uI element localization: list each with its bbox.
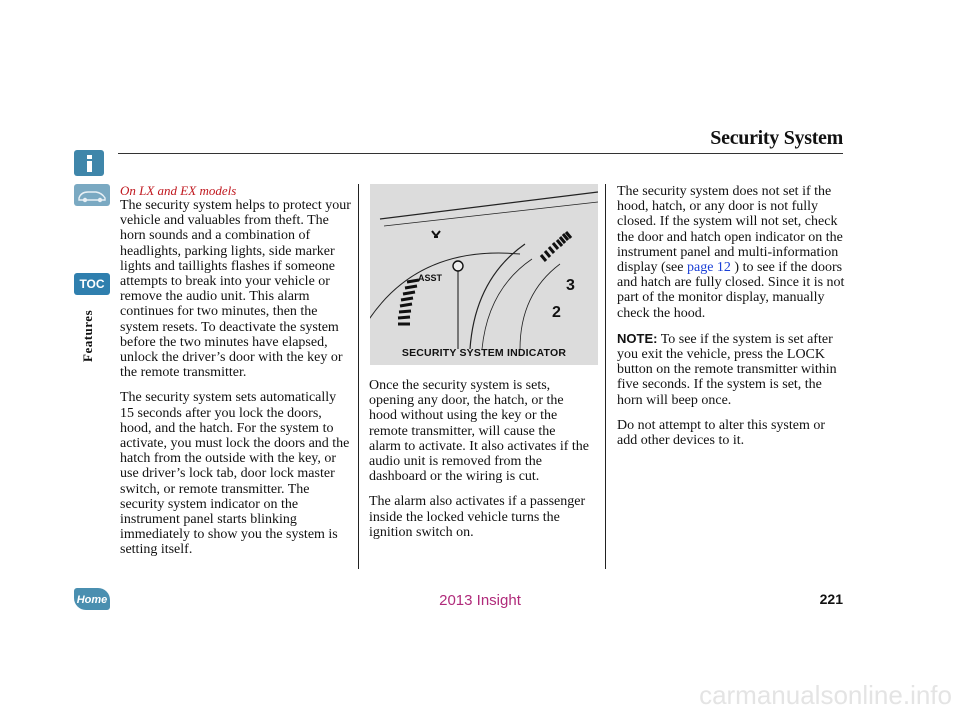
speedometer-scale bbox=[398, 280, 419, 324]
paragraph-not-set: The security system does not set if the hood, hatch, or any door is not fully closed. If the system will not set, check the door and hatch open indicator on the instrument panel and multi-information display (see page 12 ) to see if the doors and hatch are fully closed. Since it is not part of the monitor display, manually check the hood. bbox=[617, 184, 845, 321]
model-applicability-tag: On LX and EX models bbox=[120, 183, 237, 198]
asst-indicator-label: ASST bbox=[418, 273, 443, 283]
column-middle bbox=[369, 378, 589, 550]
page-title: Security System bbox=[710, 127, 843, 149]
vsa-warning-icon bbox=[432, 231, 440, 237]
paragraph-warning: Do not attempt to alter this system or add other devices to it. bbox=[617, 417, 826, 449]
tachometer-scale bbox=[541, 232, 571, 261]
paragraph-ignition: The alarm also activates if a passenger inside the locked vehicle turns the ignition switch on. bbox=[369, 494, 586, 540]
header-divider bbox=[118, 153, 843, 154]
column-left bbox=[120, 184, 352, 568]
column-right bbox=[617, 184, 847, 458]
paragraph-alarm-trigger: Once the security system is sets, opening any door, the hatch, or the hood without using the key or the remote transmitter, will cause the alarm to activate. It also activates if the audio unit is removed from the dashboard or the wiring is cut. bbox=[369, 378, 590, 485]
page-link[interactable]: page 12 bbox=[686, 260, 731, 276]
footer-model-label: 2013 Insight bbox=[439, 592, 521, 609]
security-indicator-light bbox=[453, 261, 463, 271]
home-label: Home bbox=[76, 594, 108, 606]
watermark: carmanualsonline.info bbox=[699, 680, 952, 710]
paragraph-note: NOTE: To see if the system is set after you exit the vehicle, press the LOCK button on the remote transmitter within five seconds. If the system is set, the horn will beep once. bbox=[617, 330, 837, 408]
info-icon bbox=[74, 150, 104, 176]
vehicle-button[interactable] bbox=[74, 184, 110, 206]
column-divider bbox=[605, 184, 606, 569]
page-number: 221 bbox=[819, 591, 843, 607]
info-button[interactable] bbox=[74, 150, 104, 176]
instrument-panel-illustration bbox=[370, 184, 598, 365]
gauge-number-2: 2 bbox=[552, 304, 561, 321]
paragraph-intro: The security system helps to protect your vehicle and valuables from theft. The horn sounds and a combination of headlights, parking lights, side marker lights and taillights flashes if someone attempts to break into your vehicle or remove the audio unit. This alarm continues for two minutes, then the system resets. To deactivate the system before the two minutes have elapsed, unlock the driver’s door with the key or the remote transmitter. bbox=[120, 198, 351, 381]
paragraph-auto-set: The security system sets automatically 15 seconds after you lock the doors, hood, and the hatch. For the system to activate, you must lock the doors and the hatch from the outside with the key, or use driver’s lock tab, door lock master switch, or remote transmitter. The security system indicator on the instrument panel starts blinking immediately to show you the system is setting itself. bbox=[120, 390, 350, 558]
gauge-number-3: 3 bbox=[566, 277, 575, 294]
toc-button[interactable]: TOC bbox=[74, 273, 110, 295]
security-indicator-figure bbox=[370, 184, 598, 365]
car-icon bbox=[74, 184, 110, 206]
note-label: NOTE: bbox=[617, 330, 658, 346]
section-tab-features[interactable]: Features bbox=[80, 309, 95, 362]
figure-caption: SECURITY SYSTEM INDICATOR bbox=[401, 347, 567, 359]
home-button[interactable] bbox=[74, 588, 110, 610]
column-divider bbox=[358, 184, 359, 569]
